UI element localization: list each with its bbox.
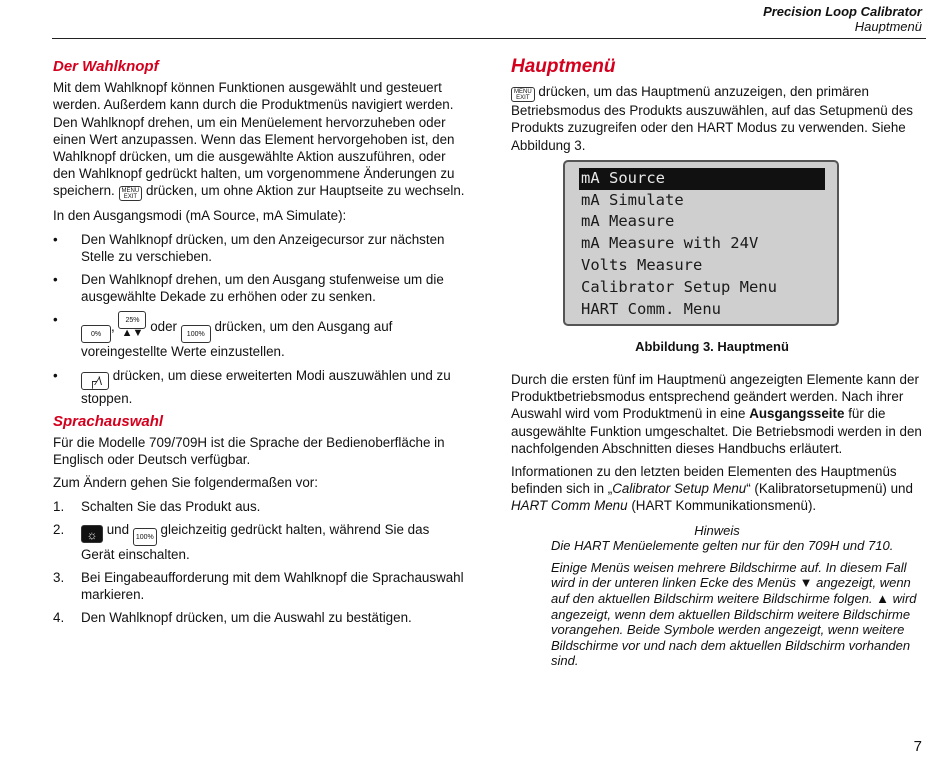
backlight-key-icon: ☼ <box>81 525 103 543</box>
paragraph-hauptmenu: MENU EXIT drücken, um das Hauptmenü anzuzeigen, den primären Betriebsmodus des Produkts auszuwählen, auf das Setupmenü des Produkts zuzugreifen oder den HART Modus zu verwenden. Siehe Abbildung 3. <box>511 84 913 153</box>
lcd-menu-item: mA Simulate <box>581 190 684 209</box>
header-title: Precision Loop Calibrator <box>763 4 922 19</box>
hundred-percent-key-icon: 100% <box>181 325 211 343</box>
paragraph-wahlknopf-text: Mit dem Wahlknopf können Funktionen ausgewählt und gesteuert werden. Außerdem kann durch die Produktmenüs navigiert werden. Den Wahlknopf drehen, um ein Menüelement hervorzuheben oder einen Wert anzupassen. Wenn das Element hervorgehoben ist, den Wahlknopf drücken, um die ausgewählte Aktion auszuführen, oder den Wahlknopf gedrückt halten, um vorgenommene Änderungen zu speichern. <box>53 80 455 199</box>
lcd-menu-item: Calibrator Setup Menu <box>581 277 777 296</box>
list-item: • ┌∕\ drücken, um diese erweiterten Modi auszuwählen und zu stoppen. <box>53 367 451 406</box>
list-item: • 0%, 25% ▲▼ oder 100% drücken, um den Ausgang auf voreingestellte Werte einzustellen. <box>53 312 393 360</box>
heading-wahlknopf: Der Wahlknopf <box>53 58 159 75</box>
note-paragraph: Die HART Menüelemente gelten nur für den 709H und 710. <box>551 538 894 554</box>
list-item: • Den Wahlknopf drehen, um den Ausgang stufenweise um die ausgewählte Dekade zu erhöhen oder zu senken. <box>53 272 444 305</box>
list-item: 4. Den Wahlknopf drücken, um die Auswahl zu bestätigen. <box>53 610 412 626</box>
right-column <box>511 58 923 675</box>
left-column <box>53 58 465 633</box>
heading-sprachauswahl: Sprachauswahl <box>53 412 164 430</box>
lcd-menu-item: Volts Measure <box>581 256 703 274</box>
header-subtitle: Hauptmenü <box>854 19 922 34</box>
figure-caption: Abbildung 3. Hauptmenü <box>635 338 789 354</box>
header-rule <box>52 38 926 39</box>
paragraph-ausgangsmodi: In den Ausgangsmodi (mA Source, mA Simulate): <box>53 208 347 224</box>
list-item: • Den Wahlknopf drücken, um den Anzeigecursor zur nächsten Stelle zu verschieben. <box>53 231 445 264</box>
hundred-percent-key-icon: 100% <box>133 528 157 546</box>
note-paragraph: Einige Menüs weisen mehrere Bildschirme auf. In diesem Fall wird in der unteren linken Ecke des Menüs ▼ angezeigt, wenn auf den aktuellen Bildschirm weitere Bildschirme folgen. ▲ wird angezeigt, wenn dem aktuellen Bildschirm weitere Bildschirme vorangehen. Beide Symbole werden angezeigt, wenn weitere Bildschirme vor und nach dem aktuellen Bildschirm vorhanden sind. <box>551 559 917 669</box>
paragraph-sprache: Für die Modelle 709/709H ist die Sprache der Bedienoberfläche in Englisch oder Deutsch verfügbar. <box>53 435 445 468</box>
lcd-menu-item: mA Measure <box>581 212 675 231</box>
heading-hauptmenu: Hauptmenü <box>511 56 616 77</box>
note-box <box>551 523 923 669</box>
zero-percent-key-icon: 0% <box>81 325 111 343</box>
lcd-menu-item: mA Measure with 24V <box>581 234 759 253</box>
up-triangle-icon: ▲ <box>876 591 890 607</box>
lcd-main-menu <box>563 160 839 326</box>
menu-exit-key-icon: MENU EXIT <box>511 87 535 102</box>
paragraph-informationen: Informationen zu den letzten beiden Elementen des Hauptmenüs befinden sich in „Calibrator Setup Menu“ (Kalibratorsetupmenü) und HART Comm Menu (HART Kommunikationsmenü). <box>511 464 913 514</box>
paragraph-wahlknopf <box>53 79 465 201</box>
down-triangle-icon: ▼ <box>799 575 813 591</box>
paragraph-wahlknopf-tail: drücken, um ohne Aktion zur Hauptseite zu wechseln. <box>145 183 465 199</box>
list-item: 2. ☼ und 100% gleichzeitig gedrückt halten, während Sie das Gerät einschalten. <box>53 521 430 562</box>
list-item: 1. Schalten Sie das Produkt aus. <box>53 498 261 514</box>
ramp-key-icon: ┌∕\ <box>81 372 109 390</box>
paragraph-vorgehen: Zum Ändern gehen Sie folgendermaßen vor: <box>53 475 318 491</box>
menu-exit-key-icon: MENU EXIT <box>119 186 143 201</box>
lcd-menu-item: HART Comm. Menu <box>581 299 721 318</box>
note-title: Hinweis <box>694 522 740 538</box>
list-item: 3. Bei Eingabeaufforderung mit dem Wahlknopf die Sprachauswahl markieren. <box>53 570 464 603</box>
step-25-percent-key-icon: 25% ▲▼ <box>118 311 146 329</box>
lcd-menu-item: mA Source <box>579 168 825 190</box>
running-header <box>763 4 922 34</box>
page-number: 7 <box>913 738 922 755</box>
paragraph-betriebsmodus: Durch die ersten fünf im Hauptmenü angezeigten Elemente kann der Produktbetriebsmodus entsprechend geändert werden. Nach ihrer Auswahl wird vom Produktmenü in eine Ausgangsseite für die ausgewählte Funktion umgeschaltet. Die Betriebsmodi werden in den nachfolgenden Abschnitten dieses Handbuchs erläutert. <box>511 372 922 456</box>
